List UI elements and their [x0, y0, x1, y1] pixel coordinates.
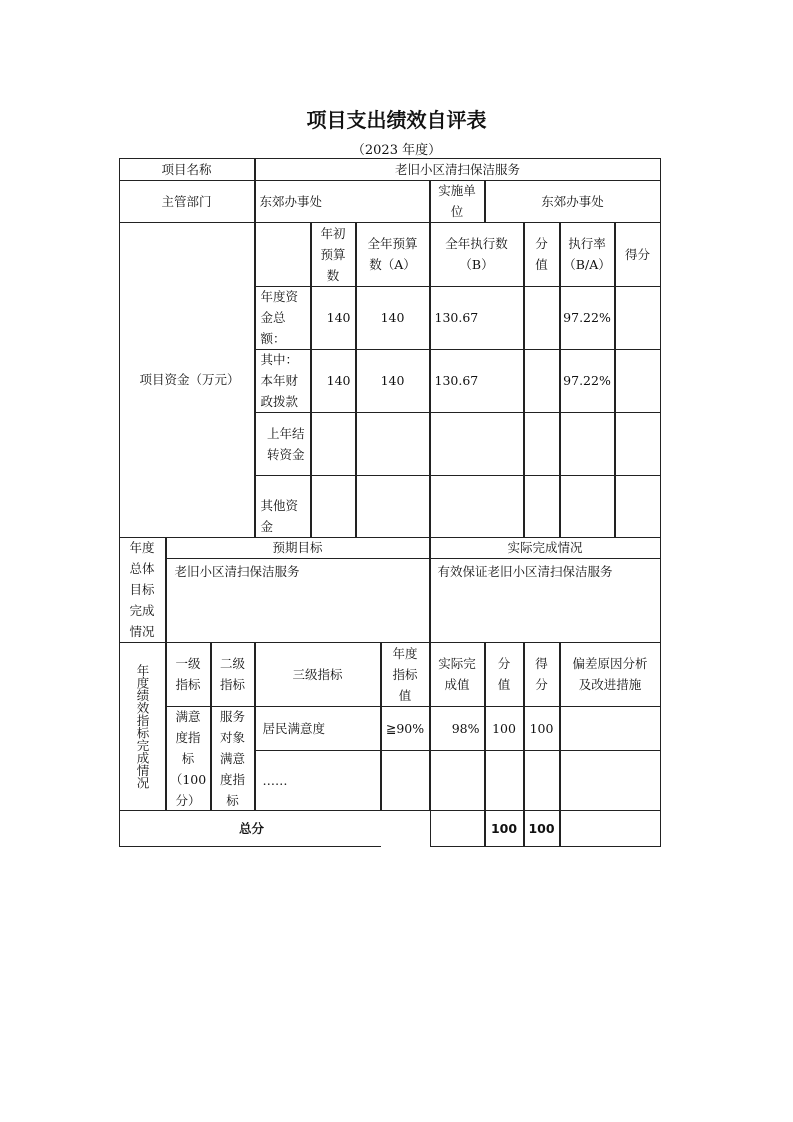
total-label: 总分 [119, 810, 430, 847]
total-analysis [560, 810, 661, 847]
funds-row-rate: 97.22% [560, 349, 615, 413]
funds-header-annual: 全年预算数（A） [356, 222, 430, 287]
funds-row-score [615, 412, 661, 476]
funds-row-annual [356, 412, 430, 476]
indicators-label [119, 642, 166, 811]
indicators-label-text: 年度绩效指标完成情况 [135, 663, 150, 789]
funds-row-score-value [524, 475, 560, 538]
funds-header-executed: 全年执行数（B） [430, 222, 524, 287]
header-target: 年度指标值 [381, 642, 430, 707]
header-score: 得分 [524, 642, 560, 707]
total-bottom-border [119, 846, 381, 847]
funds-row-initial [311, 475, 356, 538]
year-subtitle: （2023 年度） [351, 143, 442, 158]
funds-header-rate: 执行率（B/A） [560, 222, 615, 287]
funds-row-label: 年度资金总额： [255, 286, 311, 350]
header-actual: 实际完成值 [430, 642, 485, 707]
funds-row-initial [311, 412, 356, 476]
funds-row-rate: 97.22% [560, 286, 615, 350]
funds-row-label: 上年结转资金 [255, 412, 311, 476]
level3-indicator: …… [255, 750, 381, 811]
indicator-analysis [560, 750, 661, 811]
funds-row-executed: 130.67 [430, 286, 524, 350]
indicator-target: ≧90% [381, 706, 430, 751]
impl-value: 东郊办事处 [485, 180, 661, 223]
funds-row-annual: 140 [356, 286, 430, 350]
funds-row-rate [560, 475, 615, 538]
dept-value: 东郊办事处 [255, 180, 430, 223]
funds-header-score: 得分 [615, 222, 661, 287]
indicator-score-value [485, 750, 524, 811]
project-name-label: 项目名称 [119, 158, 255, 181]
funds-row-label: 其中：本年财政拨款 [255, 349, 311, 413]
funds-row-executed: 130.67 [430, 349, 524, 413]
funds-header-score-value: 分值 [524, 222, 560, 287]
header-level3: 三级指标 [255, 642, 381, 707]
funds-row-score [615, 475, 661, 538]
indicator-analysis [560, 706, 661, 751]
header-level2: 二级指标 [211, 642, 255, 707]
header-analysis: 偏差原因分析及改进措施 [560, 642, 661, 707]
funds-row-annual: 140 [356, 349, 430, 413]
indicator-score [524, 750, 560, 811]
funds-row-score [615, 286, 661, 350]
indicator-actual: 98% [430, 706, 485, 751]
funds-row-rate [560, 412, 615, 476]
funds-row-score [615, 349, 661, 413]
funds-row-initial: 140 [311, 349, 356, 413]
indicator-score: 100 [524, 706, 560, 751]
indicator-target [381, 750, 430, 811]
funds-label: 项目资金（万元） [119, 222, 255, 538]
page-title: 项目支出绩效自评表 [306, 108, 487, 132]
funds-row-annual [356, 475, 430, 538]
impl-label: 实施单位 [430, 180, 485, 223]
expected-goal-text: 老旧小区清扫保洁服务 [166, 558, 430, 643]
funds-row-score-value [524, 349, 560, 413]
funds-row-label: 其他资金 [255, 475, 311, 538]
header-level1: 一级指标 [166, 642, 211, 707]
funds-header-initial: 年初预算数 [311, 222, 356, 287]
expected-goal-header: 预期目标 [166, 537, 430, 559]
total-actual [430, 810, 485, 847]
funds-header-blank [255, 222, 311, 287]
actual-goal-header: 实际完成情况 [430, 537, 661, 559]
total-score: 100 [524, 810, 560, 847]
level3-indicator: 居民满意度 [255, 706, 381, 751]
funds-row-score-value [524, 286, 560, 350]
dept-label: 主管部门 [119, 180, 255, 223]
goals-label: 年度总体目标完成情况 [119, 537, 166, 643]
funds-row-score-value [524, 412, 560, 476]
indicator-actual [430, 750, 485, 811]
indicator-score-value: 100 [485, 706, 524, 751]
level1-indicator: 满意度指标（100分） [166, 706, 211, 811]
actual-goal-text: 有效保证老旧小区清扫保洁服务 [430, 558, 661, 643]
funds-row-initial: 140 [311, 286, 356, 350]
header-score-value: 分值 [485, 642, 524, 707]
total-score-value: 100 [485, 810, 524, 847]
level2-indicator: 服务对象满意度指标 [211, 706, 255, 811]
funds-row-executed [430, 412, 524, 476]
project-name-value: 老旧小区清扫保洁服务 [255, 158, 661, 181]
funds-row-executed [430, 475, 524, 538]
